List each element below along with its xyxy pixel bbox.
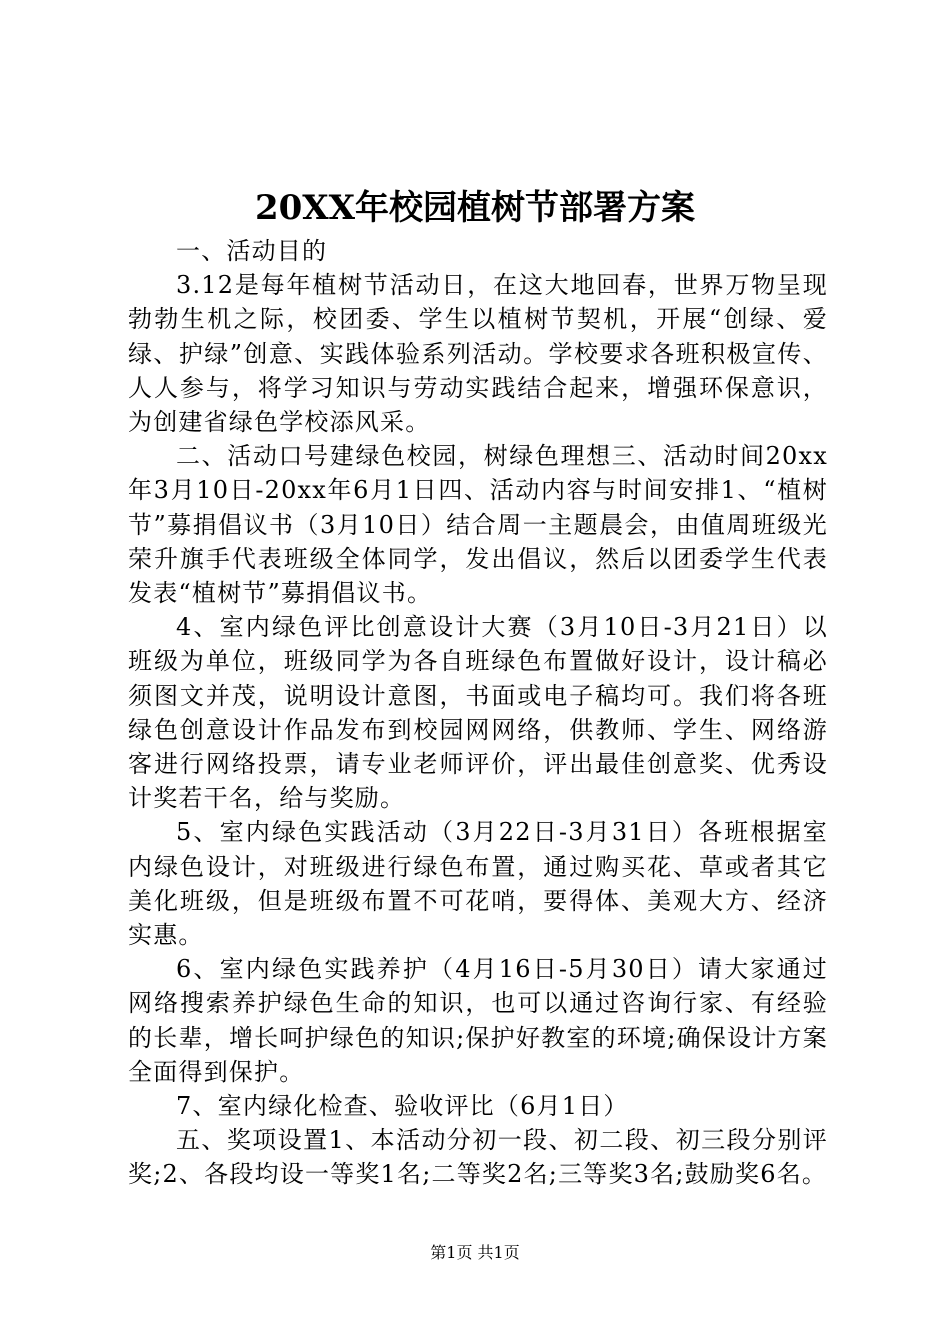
paragraph-purpose: 3.12是每年植树节活动日，在这大地回春，世界万物呈现勃勃生机之际，校团委、学生以植树节契机，开展“创绿、爱绿、护绿”创意、实践体验系列活动。学校要求各班积极宣传、人人参与，将学习知识与劳动实践结合起来，增强环保意识，为创建省绿色学校添风采。 — [128, 271, 828, 437]
document-title: 20XX年校园植树节部署方案 — [254, 188, 696, 228]
paragraph-design-contest: 4、室内绿色评比创意设计大赛（3月10日-3月21日）以班级为单位，班级同学为各自班绿色布置做好设计，设计稿必须图文并茂，说明设计意图，书面或电子稿均可。我们将各班绿色创意设计作品发布到校园网网络，供教师、学生、网络游客进行网络投票，请专业老师评价，评出最佳创意奖、优秀设计奖若干名，给与奖励。 — [128, 613, 828, 813]
paragraph-slogan-schedule: 二、活动口号建绿色校园，树绿色理想三、活动时间20xx年3月10日-20xx年6月1日四、活动内容与时间安排1、“植树节”募捐倡议书（3月10日）结合周一主题晨会，由值周班级光荣升旗手代表班级全体同学，发出倡议，然后以团委学生代表发表“植树节”募捐倡议书。 — [128, 442, 828, 608]
page-footer: 第1页 共1页 — [430, 1243, 520, 1262]
paragraph-practice-activity: 5、室内绿色实践活动（3月22日-3月31日）各班根据室内绿色设计，对班级进行绿色布置，通过购买花、草或者其它美化班级，但是班级布置不可花哨，要得体、美观大方、经济实惠。 — [128, 818, 828, 950]
paragraph-awards: 五、奖项设置1、本活动分初一段、初二段、初三段分别评奖;2、各段均设一等奖1名;二等奖2名;三等奖3名;鼓励奖6名。 — [128, 1126, 828, 1189]
document-body — [128, 234, 828, 1192]
paragraph-maintenance: 6、室内绿色实践养护（4月16日-5月30日）请大家通过网络搜索养护绿色生命的知识，也可以通过咨询行家、有经验的长辈，增长呵护绿色的知识;保护好教室的环境;确保设计方案全面得到保护。 — [128, 955, 828, 1086]
section-heading-purpose: 一、活动目的 — [176, 237, 328, 265]
paragraph-inspection: 7、室内绿化检查、验收评比（6月1日） — [176, 1092, 629, 1121]
